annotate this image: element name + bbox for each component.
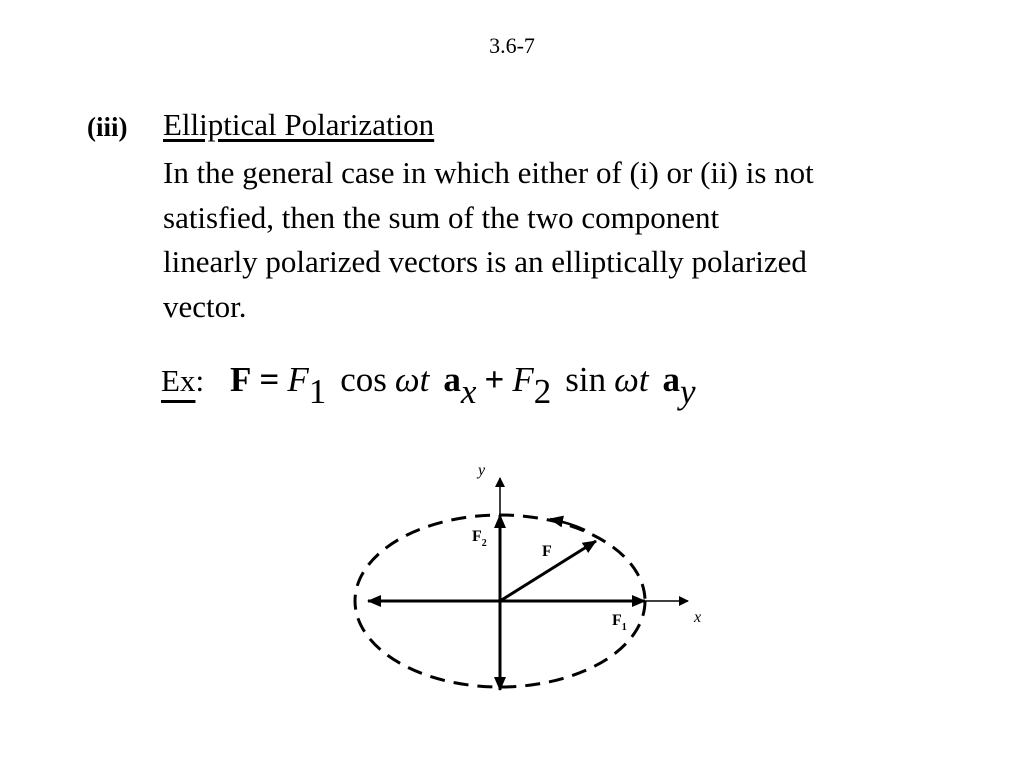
eq-omega2: ω bbox=[614, 360, 639, 399]
body-line: linearly polarized vectors is an elliptically polarized bbox=[163, 244, 807, 279]
f2-label bbox=[472, 528, 487, 549]
f1-label bbox=[612, 612, 627, 633]
section-title: Elliptical Polarization bbox=[163, 107, 435, 142]
y-axis-label: y bbox=[478, 462, 486, 479]
eq-coef2: F bbox=[512, 360, 534, 399]
x-axis-label: x bbox=[694, 609, 702, 626]
eq-func1: cos bbox=[340, 360, 387, 399]
eq-vec1: a bbox=[443, 360, 461, 399]
body-line: In the general case in which either of (i) or (ii) is not bbox=[163, 155, 814, 190]
page-number: 3.6-7 bbox=[489, 33, 535, 58]
f1-label-main: F bbox=[612, 612, 622, 629]
f2-label-sub: 2 bbox=[481, 538, 487, 549]
f1-label-sub: 1 bbox=[621, 622, 627, 633]
body-line: satisfied, then the sum of the two component bbox=[163, 199, 720, 235]
example-label-colon: : bbox=[195, 363, 205, 398]
eq-lhs: F bbox=[230, 360, 252, 399]
eq-equals: = bbox=[259, 360, 280, 399]
eq-t1: t bbox=[419, 360, 430, 399]
eq-func2: sin bbox=[565, 360, 607, 399]
eq-plus: + bbox=[484, 360, 505, 399]
f-label: F bbox=[542, 543, 552, 560]
eq-t2: t bbox=[638, 360, 649, 399]
eq-omega1: ω bbox=[394, 360, 420, 399]
f2-label-main: F bbox=[472, 528, 482, 545]
eq-vec2-sub: y bbox=[680, 372, 696, 411]
eq-vec1-sub: x bbox=[460, 372, 477, 411]
eq-coef1-sub: 1 bbox=[308, 372, 327, 411]
rotation-arrow bbox=[550, 519, 585, 530]
section-label: (iii) bbox=[87, 112, 128, 142]
body-line: vector. bbox=[163, 288, 247, 324]
eq-coef1: F bbox=[287, 360, 309, 399]
example-label-text: Ex bbox=[161, 363, 196, 398]
eq-vec2: a bbox=[662, 360, 681, 399]
eq-coef2-sub: 2 bbox=[533, 372, 552, 411]
